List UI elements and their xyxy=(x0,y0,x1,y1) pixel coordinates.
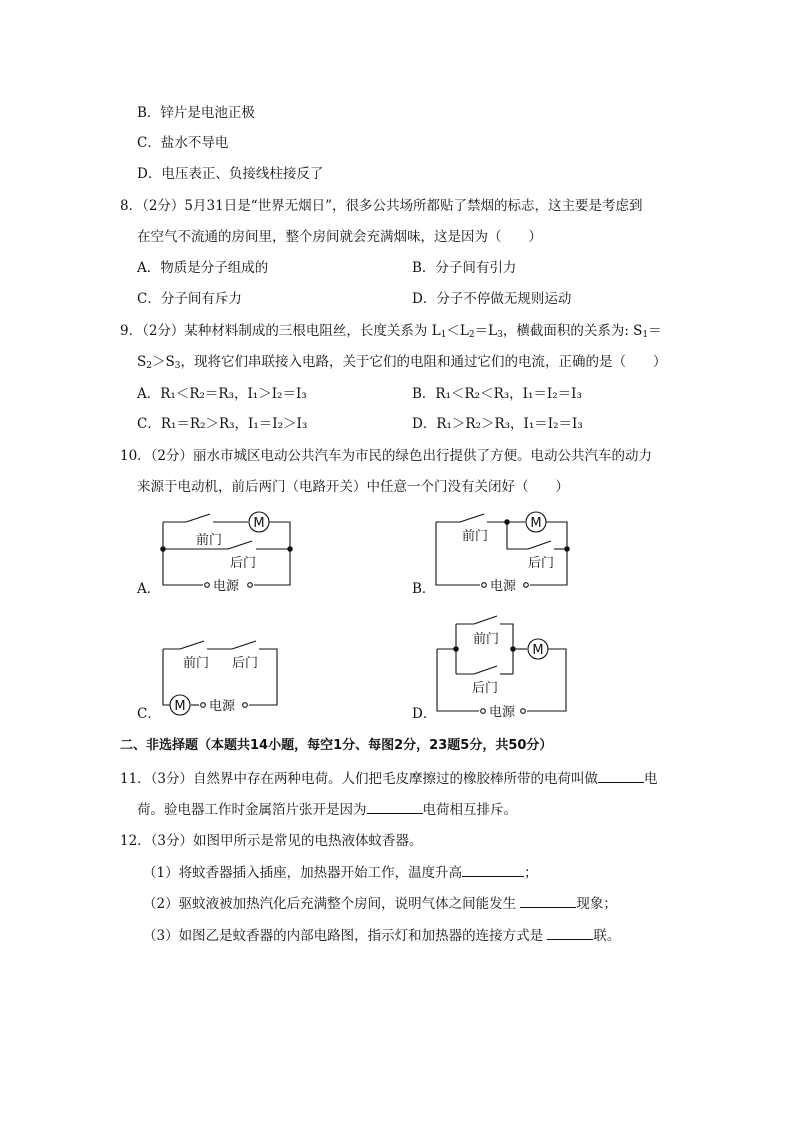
q12-part-1: （1）将蚊香器插入插座，加热器开始工作，温度升高 ； xyxy=(143,862,538,883)
q11-blank-2[interactable] xyxy=(367,799,423,814)
q12-stem: 12．（3分）如图甲所示是常见的电热液体蚊香器。 xyxy=(120,833,423,849)
q10-stem-line-1: 10．（2分）丽水市城区电动公共汽车为市民的绿色出行提供了方便。电动公共汽车的动力 xyxy=(120,448,653,464)
switch-back-door-a xyxy=(228,541,252,549)
power-label-a: 电源 xyxy=(213,579,240,594)
q9-stem-line-2: $S_2>S_3$，现将它们串联接入电路，关于它们的电阻和通过它们的电流，正确的是（ ） xyxy=(137,354,667,371)
q12-blank-2[interactable] xyxy=(520,893,576,908)
q8-option-a: A．物质是分子组成的 xyxy=(137,260,269,276)
q11-blank-1[interactable] xyxy=(598,768,644,783)
q9-option-d: D．R₁＞R₂＞R₃，I₁＝I₂＝I₃ xyxy=(412,416,583,432)
switch-back-door-d xyxy=(474,666,497,674)
q12-part-3: （3）如图乙是蚊香器的内部电路图，指示灯和加热器的连接方式是 联。 xyxy=(143,925,620,946)
q9-stem-line-1: 9．（2分）某种材料制成的三根电阻丝，长度关系为 $L_1<L_2=L_3$，横截面积的关系为: $S_1=$ xyxy=(120,323,662,340)
motor-label-d: M xyxy=(532,643,544,658)
switch-back-door-b xyxy=(528,541,551,549)
q8-option-c: C．分子间有斥力 xyxy=(137,291,242,307)
q9-option-c: C．R₁＝R₂＞R₃，I₁＝I₂＞I₃ xyxy=(137,416,308,432)
q8-option-d: D．分子不停做无规则运动 xyxy=(412,291,572,307)
back-door-label-d: 后门 xyxy=(472,681,499,696)
back-door-label-b: 后门 xyxy=(528,556,555,571)
front-door-label-c: 前门 xyxy=(183,656,210,671)
switch-front-door-d xyxy=(474,616,497,624)
circuit-b xyxy=(436,512,569,587)
motor-label-a: M xyxy=(253,516,265,531)
power-label-c: 电源 xyxy=(209,699,236,714)
switch-back-door-c xyxy=(232,641,256,649)
power-label-d: 电源 xyxy=(489,705,516,720)
q10-stem-line-2: 来源于电动机，前后两门（电路开关）中任意一个门没有关闭好（ ） xyxy=(137,479,569,495)
q7-option-d: D．电压表正、负接线柱接反了 xyxy=(137,166,324,182)
q8-option-b: B．分子间有引力 xyxy=(412,260,517,276)
q11-line-1: 11．（3分）自然界中存在两种电荷。人们把毛皮摩擦过的橡胶棒所带的电荷叫做 电 xyxy=(120,768,658,789)
q10-option-c-label: C． xyxy=(137,706,161,722)
q9-option-a: A．R₁＜R₂＝R₃，I₁＞I₂＝I₃ xyxy=(137,386,307,402)
q10-option-b-label: B． xyxy=(412,581,436,597)
q8-stem-line-2: 在空气不流通的房间里，整个房间就会充满烟味，这是因为（ ） xyxy=(137,229,542,245)
q12-blank-3[interactable] xyxy=(547,925,593,940)
q7-option-c: C．盐水不导电 xyxy=(137,135,229,151)
q9-option-b: B．R₁＜R₂＜R₃，I₁＝I₂＝I₃ xyxy=(412,386,582,402)
q12-blank-1[interactable] xyxy=(462,862,524,877)
front-door-label-a: 前门 xyxy=(196,533,223,548)
power-label-b: 电源 xyxy=(490,579,517,594)
front-door-label-b: 前门 xyxy=(462,529,489,544)
motor-label-b: M xyxy=(530,516,542,531)
q10-circuit-diagrams xyxy=(0,500,794,740)
back-door-label-c: 后门 xyxy=(232,656,259,671)
motor-label-c: M xyxy=(174,699,186,714)
q7-option-b: B．锌片是电池正极 xyxy=(137,105,255,121)
switch-front-door-b xyxy=(460,514,484,522)
circuit-a xyxy=(161,512,292,587)
q10-option-d-label: D． xyxy=(412,706,437,722)
switch-front-door-a xyxy=(186,514,210,522)
switch-front-door-c xyxy=(180,641,204,649)
back-door-label-a: 后门 xyxy=(230,556,257,571)
q12-part-2: （2）驱蚊液被加热汽化后充满整个房间，说明气体之间能发生 现象； xyxy=(143,893,617,914)
section-2-heading: 二、非选择题（本题共14小题，每空1分、每图2分，23题5分，共50分） xyxy=(120,738,553,753)
q8-stem-line-1: 8．（2分）5月31日是“世界无烟日”，很多公共场所都贴了禁烟的标志，这主要是考虑到 xyxy=(120,198,643,214)
front-door-label-d: 前门 xyxy=(473,632,500,647)
q11-line-2: 荷。验电器工作时金属箔片张开是因为 电荷相互排斥。 xyxy=(137,799,517,820)
q10-option-a-label: A． xyxy=(137,581,161,597)
circuit-d xyxy=(437,616,566,713)
